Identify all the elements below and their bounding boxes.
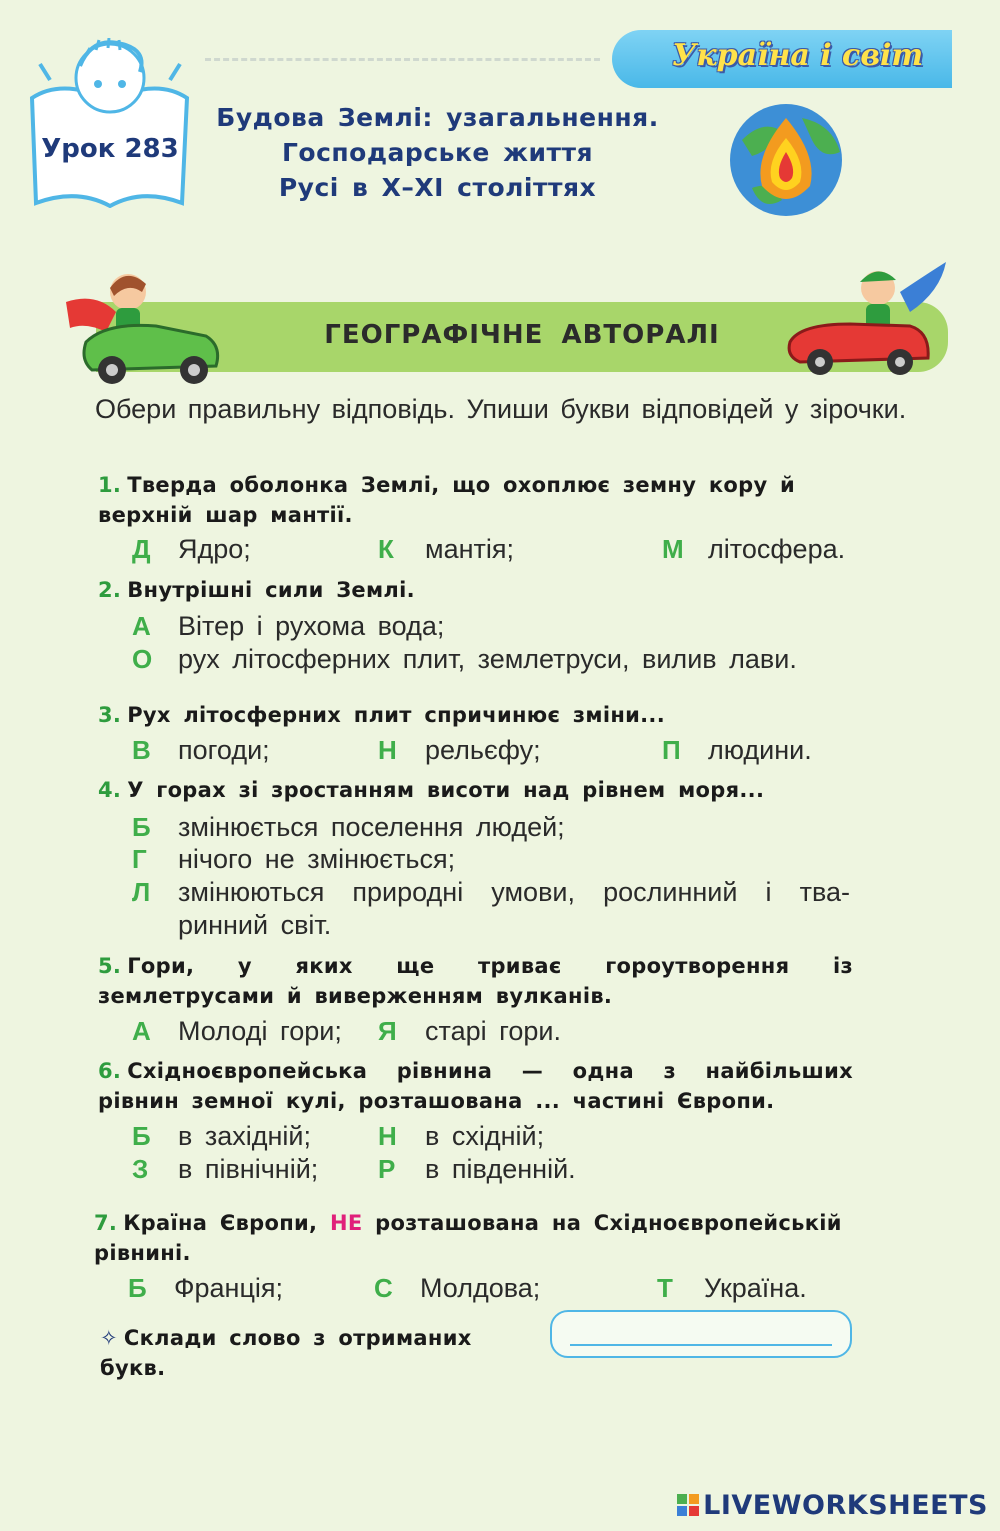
negation-highlight: НЕ xyxy=(329,1211,363,1235)
section-banner-text: Україна і світ xyxy=(672,38,924,73)
question-3 xyxy=(98,700,858,730)
option-text[interactable]: старі гори. xyxy=(425,1016,561,1046)
option-letter: Н xyxy=(378,1121,397,1151)
earth-layers-icon xyxy=(722,100,850,218)
option-text[interactable]: рух літосферних плит, землетруси, вилив лави. xyxy=(178,644,797,674)
option-text[interactable]: в західній; xyxy=(178,1121,311,1151)
option-text[interactable]: Україна. xyxy=(704,1273,807,1303)
answer-underline xyxy=(570,1344,832,1346)
question-text: У горах зі зростанням висоти над рівнем моря... xyxy=(127,778,765,802)
final-task-text: Склади слово з отриманих букв. xyxy=(100,1326,472,1380)
option-text[interactable]: Ядро; xyxy=(178,534,251,564)
answer-word-input[interactable] xyxy=(550,1310,852,1358)
footer-brand: LIVEWORKSHEETS xyxy=(703,1490,988,1521)
option-text[interactable]: змінюються природні умови, рослинний і тва- xyxy=(178,877,850,907)
question-text: Внутрішні сили Землі. xyxy=(127,578,415,602)
star-bullet-icon: ✧ xyxy=(100,1326,118,1350)
question-text: Країна Європи, xyxy=(123,1211,318,1235)
question-text: Гори, у яких ще триває гороутворення із землетрусами й виверженням вулканів. xyxy=(98,954,853,1008)
question-6 xyxy=(98,1056,853,1116)
question-2 xyxy=(98,575,858,605)
option-text[interactable]: погоди; xyxy=(178,735,270,765)
question-number: 7. xyxy=(94,1211,118,1235)
option-letter: Г xyxy=(132,844,147,874)
question-text: Тверда оболонка Землі, що охоплює земну кору й верхній шар мантії. xyxy=(98,473,796,527)
reading-boy-illustration xyxy=(22,38,197,208)
option-letter: Я xyxy=(378,1016,397,1046)
option-letter: Д xyxy=(132,534,151,564)
question-number: 2. xyxy=(98,578,122,602)
option-letter: Н xyxy=(378,735,397,765)
option-text[interactable]: літосфера. xyxy=(708,534,846,564)
question-1 xyxy=(98,470,858,530)
option-letter: А xyxy=(132,611,151,641)
question-7 xyxy=(94,1208,850,1268)
question-text: Рух літосферних плит спричинює зміни... xyxy=(127,703,665,727)
liveworksheets-logo-icon xyxy=(677,1494,699,1516)
option-text[interactable]: в північній; xyxy=(178,1154,319,1184)
option-text[interactable]: в східній; xyxy=(425,1121,545,1151)
option-text[interactable]: в південній. xyxy=(425,1154,576,1184)
option-letter: К xyxy=(378,534,394,564)
lesson-number-label: Урок 283 xyxy=(41,134,179,164)
option-letter: Л xyxy=(132,877,151,907)
question-4 xyxy=(98,775,858,805)
section-banner xyxy=(612,30,952,88)
boy-car-illustration xyxy=(780,262,950,382)
option-letter: А xyxy=(132,1016,151,1046)
option-text[interactable]: мантія; xyxy=(425,534,514,564)
option-text-continued[interactable]: ринний світ. xyxy=(178,910,332,940)
question-number: 4. xyxy=(98,778,122,802)
lesson-title-line-1: Будова Землі: узагальнення. xyxy=(216,103,659,132)
question-number: 5. xyxy=(98,954,122,978)
lesson-title-line-3: Русі в Х–ХІ століттях xyxy=(278,173,597,202)
option-letter: М xyxy=(662,534,684,564)
option-letter: Т xyxy=(657,1273,673,1303)
option-text[interactable]: Молдова; xyxy=(420,1273,541,1303)
option-letter: Б xyxy=(128,1273,147,1303)
question-number: 1. xyxy=(98,473,122,497)
option-letter: О xyxy=(132,644,153,674)
option-letter: Б xyxy=(132,1121,151,1151)
option-text[interactable]: Вітер і рухома вода; xyxy=(178,611,445,641)
question-text: Східноєвропейська рівнина — одна з найбільших рівнин земної кулі, розташована ... частині Європи. xyxy=(98,1059,853,1113)
lesson-title-line-2: Господарське життя xyxy=(281,138,593,167)
instruction-text: Обери правильну відповідь. Упиши букви відповідей у зірочки. xyxy=(95,394,907,424)
option-letter: Б xyxy=(132,812,151,842)
option-text[interactable]: людини. xyxy=(708,735,812,765)
rally-title: ГЕОГРАФІЧНЕ АВТОРАЛІ xyxy=(324,320,720,350)
option-letter: Р xyxy=(378,1154,396,1184)
question-5 xyxy=(98,951,853,1011)
final-task xyxy=(100,1323,540,1383)
option-text[interactable]: змінюється поселення людей; xyxy=(178,812,565,842)
option-text[interactable]: нічого не змінюється; xyxy=(178,844,456,874)
lesson-title xyxy=(205,100,670,205)
question-number: 3. xyxy=(98,703,122,727)
option-letter: П xyxy=(662,735,681,765)
header-divider xyxy=(205,58,600,61)
option-text[interactable]: рельєфу; xyxy=(425,735,541,765)
option-letter: В xyxy=(132,735,151,765)
question-text-continued: розташована на Східноєвропейській рівнині. xyxy=(94,1211,842,1265)
liveworksheets-footer xyxy=(677,1490,988,1521)
option-letter: З xyxy=(132,1154,149,1184)
option-text[interactable]: Франція; xyxy=(174,1273,284,1303)
girl-car-illustration xyxy=(66,262,226,392)
option-letter: С xyxy=(374,1273,393,1303)
option-text[interactable]: Молоді гори; xyxy=(178,1016,342,1046)
question-number: 6. xyxy=(98,1059,122,1083)
